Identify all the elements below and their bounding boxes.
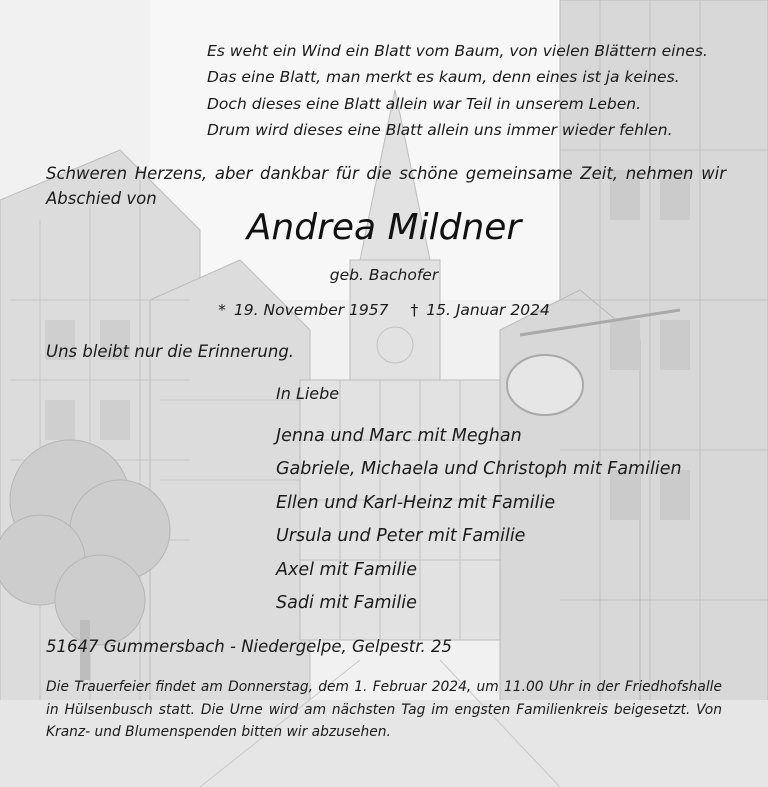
in-love-line: In Liebe bbox=[276, 384, 340, 403]
poem-line: Drum wird dieses eine Blatt allein uns immer wieder fehlen. bbox=[207, 120, 673, 139]
poem-line: Es weht ein Wind ein Blatt vom Baum, von vielen Blättern eines. bbox=[207, 42, 708, 60]
death-date: 15. Januar 2024 bbox=[426, 301, 550, 319]
maiden-name: geb. Bachofer bbox=[329, 266, 439, 284]
family-member: Ursula und Peter mit Familie bbox=[276, 526, 526, 547]
poem-line: Das eine Blatt, man merkt es kaum, denn eines ist ja keines. bbox=[207, 68, 680, 87]
family-member: Axel mit Familie bbox=[276, 559, 418, 580]
poem-line: Doch dieses eine Blatt allein war Teil in unserem Leben. bbox=[207, 94, 641, 113]
funeral-info: Die Trauerfeier findet am Donnerstag, dem 1. Februar 2024, um 11.00 Uhr in der Friedhofshalle in Hülsenbusch statt. Die Urne wird am nächsten Tag im engsten Familienkreis beigesetzt. Von Kranz- und Blumenspenden bitten wir abzusehen. bbox=[46, 679, 722, 741]
family-member: Ellen und Karl-Heinz mit Familie bbox=[276, 492, 556, 513]
death-cross-icon: † bbox=[410, 301, 419, 319]
life-dates bbox=[0, 301, 768, 319]
poem bbox=[207, 38, 747, 143]
family-member: Sadi mit Familie bbox=[276, 593, 417, 614]
birth-date: 19. November 1957 bbox=[233, 301, 389, 319]
intro-text: Schweren Herzens, aber dankbar für die schöne gemeinsame Zeit, nehmen wir Abschied von bbox=[46, 164, 726, 208]
birth-star-icon: * bbox=[218, 301, 226, 319]
family-member: Jenna und Marc mit Meghan bbox=[276, 426, 522, 446]
deceased-name: Andrea Mildner bbox=[246, 207, 522, 248]
memory-line: Uns bleibt nur die Erinnerung. bbox=[46, 342, 295, 361]
family-member: Gabriele, Michaela und Christoph mit Familien bbox=[276, 459, 682, 480]
family-list bbox=[276, 420, 682, 620]
address: 51647 Gummersbach - Niedergelpe, Gelpestr. 25 bbox=[46, 637, 452, 656]
